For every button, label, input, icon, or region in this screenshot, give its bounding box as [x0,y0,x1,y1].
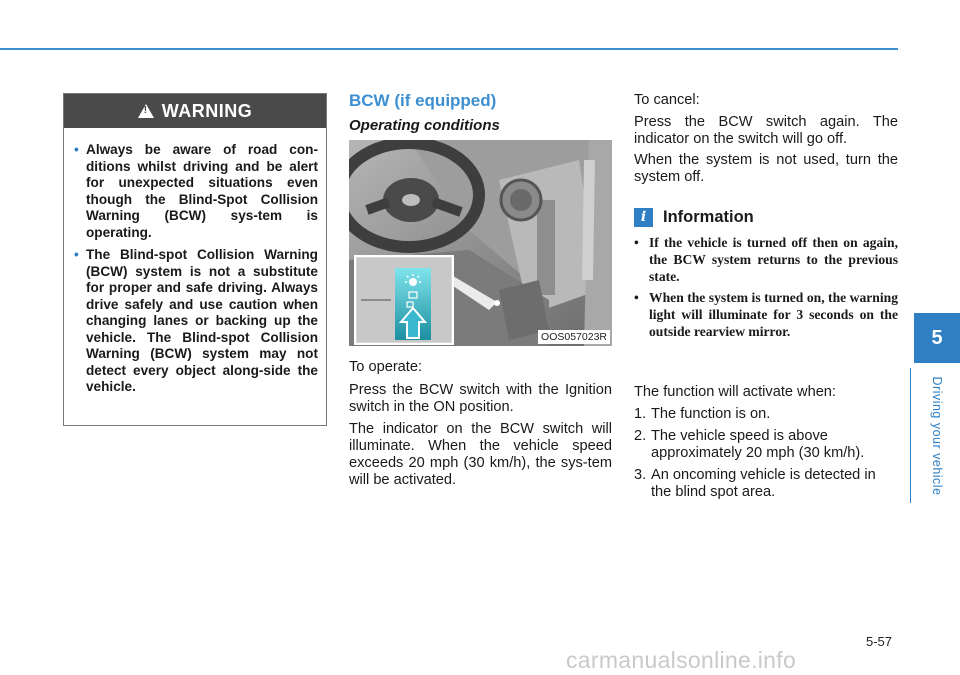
page-number: 5-57 [866,634,893,649]
activation-intro: The function will activate when: [634,384,836,400]
information-title: Information [663,207,754,226]
information-list [634,234,898,344]
warning-item: • The Blind-spot Collision Warning (BCW) system is not a substitute for proper and safe driving. Always drive safely and use caution when changing lanes or backing up the vehicle. The Blind-spot Collision Warning (BCW) system may not detect every object along-side the vehicle. [74,247,318,396]
step-number: 2. [634,428,647,444]
information-header [634,207,754,227]
operate-paragraph: Press the BCW switch with the Ignition switch in the ON position. [349,382,612,415]
step-text: An oncoming vehicle is detected in the blind spot area. [651,467,876,500]
header-rule [0,48,898,50]
section-title: BCW (if equipped) [349,91,497,110]
activation-step [634,428,898,462]
chapter-tab: 5 [914,313,960,363]
info-icon: i [634,208,653,227]
step-text: The vehicle speed is above approximately 20 mph (30 km/h). [651,428,865,461]
chapter-title: Driving your vehicle [930,375,944,496]
watermark: carmanualsonline.info [566,647,797,673]
chapter-rule [910,368,911,503]
warning-box [63,93,327,426]
warning-triangle-icon [138,104,154,118]
warning-header [64,94,326,128]
warning-list [64,128,326,396]
warning-title: WARNING [161,100,253,121]
chapter-title-vertical [919,368,955,503]
cancel-heading: To cancel: [634,92,700,108]
step-text: The function is on. [651,406,771,422]
activation-step [634,406,898,423]
information-item: • When the system is turned on, the warning light will illuminate for 3 seconds on the outside rearview mirror. [634,289,898,340]
dashboard-illustration [349,140,612,346]
warning-item: • Always be aware of road con-ditions whilst driving and be alert for unexpected situations even though the Blind-Spot Collision Warning (BCW) sys-tem is operating. [74,142,318,241]
dashboard-figure [349,140,612,346]
indicator-paragraph: The indicator on the BCW switch will illuminate. When the vehicle speed exceeds 20 mph (30 km/h), the sys-tem will be activated. [349,421,612,488]
step-number: 3. [634,467,647,483]
step-number: 1. [634,406,647,422]
figure-caption: OOS057023R [538,330,610,344]
cancel-note: When the system is not used, turn the system off. [634,152,898,185]
operate-heading: To operate: [349,359,423,375]
section-subtitle: Operating conditions [349,117,500,134]
information-item: • If the vehicle is turned off then on again, the BCW system returns to the previous state. [634,234,898,285]
cancel-paragraph: Press the BCW switch again. The indicator on the switch will go off. [634,114,898,147]
activation-step [634,467,898,501]
